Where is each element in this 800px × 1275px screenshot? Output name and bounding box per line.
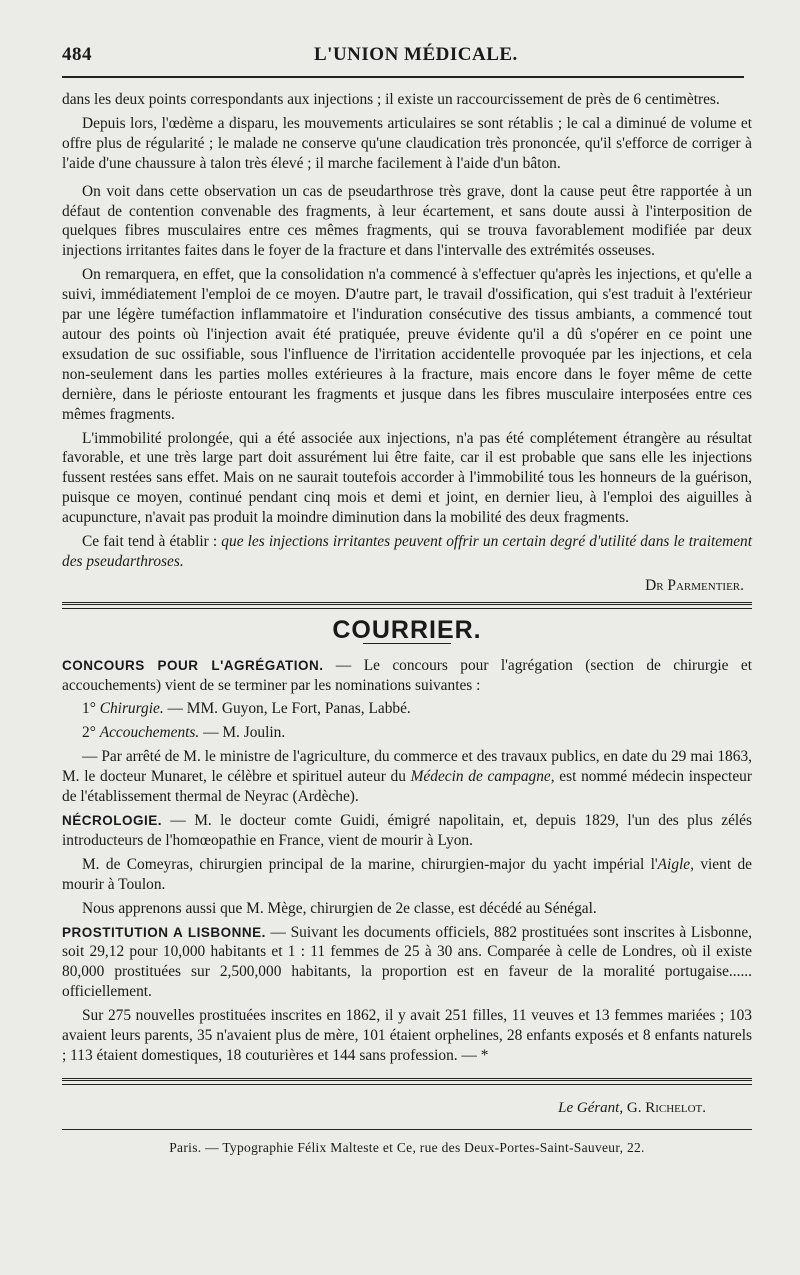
news-keyword: PROSTITUTION A LISBONNE.	[62, 924, 266, 940]
gerant-label: Le Gérant,	[558, 1099, 624, 1116]
article-body	[62, 90, 752, 1158]
header-rule	[62, 76, 744, 78]
gerant-line	[62, 1099, 706, 1119]
paragraph-3: On voit dans cette observation un cas de pseudarthrose très grave, dont la cause peut être rapportée à un défaut de contention convenable des fragments, à leur écartement, et sans doute aussi à l'interposition de quelques fibres musculaires entre ces mêmes fragments, qui se trouva favorablement modifiée par deux injections irritantes faites dans le foyer de la fracture et dans l'intervalle des extrémités osseuses.	[62, 182, 752, 260]
item-italic: Chirurgie.	[99, 700, 164, 718]
ship-name: Aigle,	[657, 855, 694, 873]
news-text: — Par arrêté de M. le ministre de l'agriculture, du commerce et des travaux publics, en date du 29 mai 1863, M. le docteur Munaret, le célèbre et spirituel auteur du	[62, 748, 752, 786]
author-signature: Dr Parmentier.	[645, 576, 744, 594]
nomination-item-2	[62, 723, 752, 743]
paragraph-4: On remarquera, en effet, que la consolidation n'a commencé à s'effectuer qu'après les injections, et qu'elle a suivi, immédiatement l'emploi de ce moyen. D'autre part, le travail d'ossification, qui s'est traduit à l'extérieur par une légère tuméfaction inflammatoire et l'induration consécutive des tissus ambiants, a commencé tout autour des points où l'injection avait été pratiquée, preuve évidente qu'il a dû s'opérer en ce point une exsudation de suc ossifiable, sous l'influence de l'irritation accidentelle provoquée par les injections, et cela non-seulement dans les parties molles extérieures à la fracture, mais encore dans le foyer même de cette dernière, dans le périoste entourant les fragments et jusque dans les fibres musculaire interposées entre ces mêmes fragments.	[62, 266, 752, 423]
news-concours	[62, 656, 752, 696]
paragraph-6	[62, 532, 752, 572]
item-label: 1°	[82, 700, 100, 718]
running-header	[62, 44, 742, 72]
item-text: — M. Joulin.	[199, 724, 286, 742]
news-mege: Nous apprenons aussi que M. Mège, chirurgien de 2e classe, est décédé au Sénégal.	[82, 899, 597, 917]
paragraph-2: Depuis lors, l'œdème a disparu, les mouvements articulaires se sont rétablis ; le cal a diminué de volume et offre plus de régularité ; le malade ne conserve qu'une claudication très prononcée, qu'il s'efforce de corriger à l'aide d'une chaussure à talon très élevé ; il marche facilement à l'aide d'un bâton.	[62, 114, 752, 172]
section-title: COURRIER.	[332, 615, 482, 644]
news-text: — M. le docteur comte Guidi, émigré napolitain, et, depuis 1829, l'un des plus zélés introducteurs de l'homœopathie en France, vient de mourir à Lyon.	[62, 812, 752, 849]
paragraph-5: L'immobilité prolongée, qui a été associée aux injections, n'a pas été complétement étrangère au résultat favorable, et une très large part doit assurément lui être faite, car il est probable que sans elle les injections fussent restées sans effet. Mais on ne saurait toutefois accorder à l'immobilité tous les honneurs de la guérison, puisque ce moyen, continué pendant cinq mois et demi et joint, en dernier lieu, à l'emploi des aiguilles à acupuncture, n'avait pas produit la moindre diminution dans la mobilité des deux fragments.	[62, 429, 752, 527]
journal-title: L'UNION MÉDICALE.	[314, 44, 518, 65]
news-arrete	[62, 747, 752, 807]
item-text: — MM. Guyon, Le Fort, Panas, Labbé.	[163, 700, 411, 718]
gerant-name: G. Richelot.	[623, 1099, 706, 1116]
news-text: — Le concours pour l'agrégation (section de chirurgie et accouchements) vient de se terminer par les nominations suivantes :	[62, 656, 753, 694]
news-text: vient de mourir à Toulon.	[62, 855, 753, 893]
news-comeyras	[62, 855, 752, 895]
news-necrologie	[62, 811, 752, 851]
item-italic: Accouchements.	[99, 724, 200, 742]
conclusion-lead: Ce fait tend à établir :	[82, 533, 222, 551]
page-number: 484	[62, 44, 92, 65]
news-keyword: CONCOURS POUR L'AGRÉGATION.	[62, 657, 324, 673]
section-separator	[62, 602, 752, 609]
item-label: 2°	[82, 724, 100, 742]
news-text: est nommé médecin inspecteur de l'établissement thermal de Neyrac (Ardèche).	[62, 768, 752, 806]
book-title: Médecin de campagne,	[410, 768, 555, 786]
closing-rule	[62, 1078, 752, 1085]
conclusion-italic: que les injections irritantes peuvent offrir un certain degré d'utilité dans le traitement des pseudarthroses.	[62, 533, 752, 570]
news-keyword: NÉCROLOGIE.	[62, 813, 163, 828]
paragraph-1: dans les deux points correspondants aux injections ; il existe un raccourcissement de près de 6 centimètres.	[62, 91, 720, 108]
footer-rule	[62, 1129, 752, 1130]
news-text: — Suivant les documents officiels, 882 prostituées sont inscrites à Lisbonne, soit 29,12 pour 10,000 habitants et 1 : 11 femmes de 25 à 30 ans. Comparée à celle de Londres, où il existe 80,000 prostituées sur 2,500,000 habitants, la proportion est en faveur de la moralité portugaise...... officiellement.	[62, 923, 752, 1001]
news-prostitution	[62, 923, 752, 1003]
news-statistics: Sur 275 nouvelles prostituées inscrites en 1862, il y avait 251 filles, 11 veuves et 13 femmes mariées ; 103 avaient leurs parents, 35 n'avaient plus de mère, 101 étaient orphelines, 28 enfants exposés et 8 enfants naturels ; 113 étaient domestiques, 18 couturières et 144 sans profession. — *	[62, 1007, 752, 1064]
nomination-item-1	[62, 699, 752, 719]
news-text: M. de Comeyras, chirurgien principal de la marine, chirurgien-major du yacht impérial l'	[82, 855, 658, 873]
printer-imprint: Paris. — Typographie Félix Malteste et Ce, rue des Deux-Portes-Saint-Sauveur, 22.	[169, 1139, 645, 1155]
